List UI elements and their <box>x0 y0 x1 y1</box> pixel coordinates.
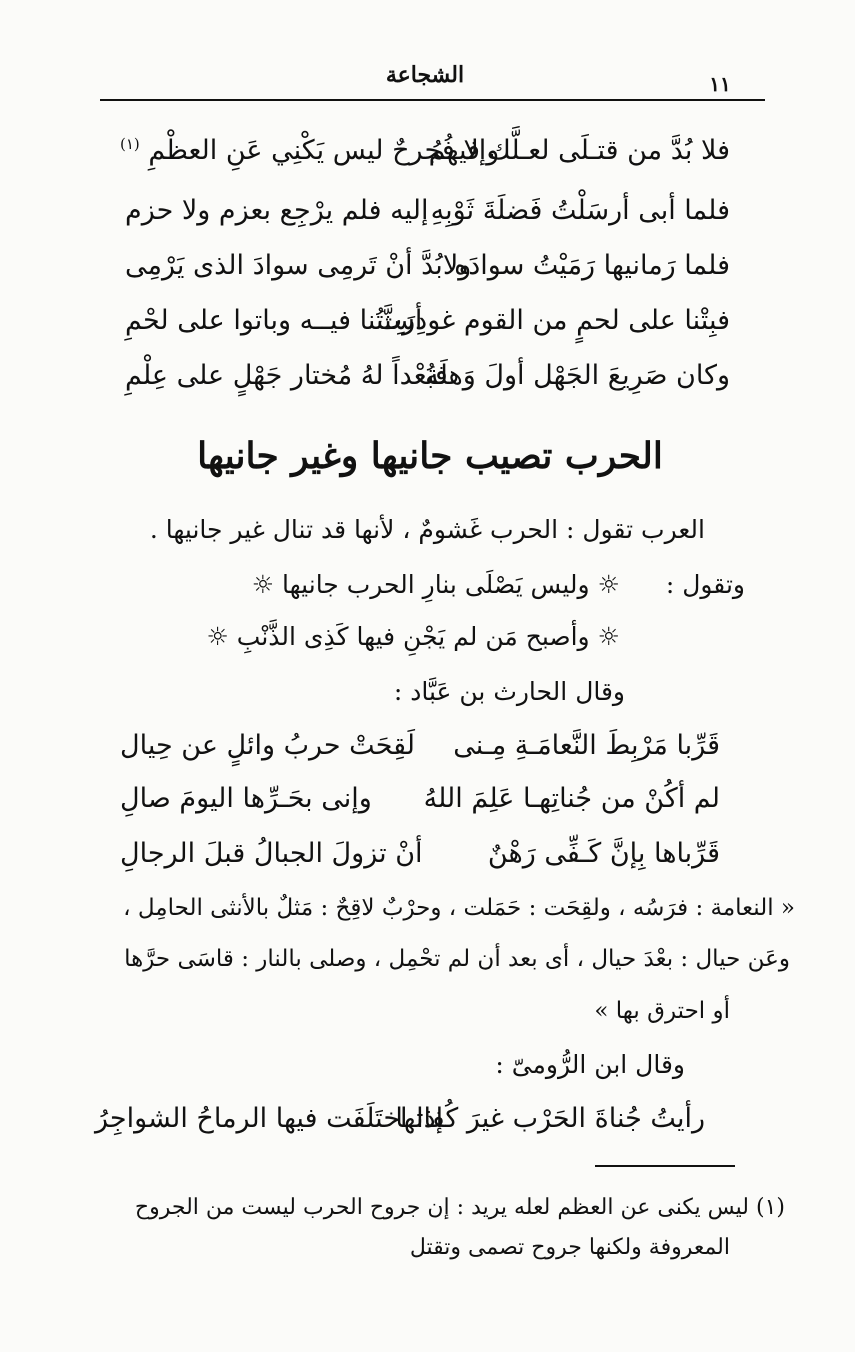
poem-verse <box>125 305 730 345</box>
verse-second-hemistich: وإنى بحَـرِّها اليومَ صالِ <box>120 783 372 814</box>
footnote-marker: (١) <box>120 135 140 153</box>
poem-verse <box>125 195 730 235</box>
verse-second-hemistich: إذا اختَلَفَت فيها الرماحُ الشواجِرُ <box>95 1103 444 1134</box>
verse-second-hemistich <box>120 135 499 166</box>
commentary-line: أو احترق بها » <box>594 998 730 1024</box>
poem-verse <box>120 135 730 175</box>
verse-second-hemistich: إليه فلم يرْجِع بعزم ولا حزم <box>125 195 429 226</box>
verse-first-hemistich: قَرِّبا مَرْبِطَ النَّعامَـةِ مِـنى <box>453 730 720 761</box>
attribution-line: وقال الحارث بن عَبَّاد : <box>393 677 625 706</box>
quoted-hemistich: ☼ وليس يَصْلَى بنارِ الحرب جانيها ☼ <box>251 570 620 599</box>
verse-first-hemistich: قَرِّباها بِإنَّ كَـفِّى رَهْنٌ <box>487 838 720 869</box>
footnote-text: (١) ليس يكنى عن العظم لعله يريد : إن جروح الحرب ليست من الجروح <box>134 1195 785 1220</box>
attribution-line: وقال ابن الرُّومىّ : <box>495 1050 685 1079</box>
poem-verse <box>120 730 720 770</box>
poem-verse <box>95 1103 705 1143</box>
poem-verse <box>125 360 730 400</box>
verse-second-hemistich: فبُعْداً لهُ مُختار جَهْلٍ على عِلْمِ <box>125 360 448 391</box>
quoted-hemistich: ☼ وأصبح مَن لم يَجْنِ فيها كَذِى الذَّنْبِ ☼ <box>206 622 620 651</box>
verse-first-hemistich: رأيتُ جُناةَ الحَرْب غيرَ كُفاتها <box>395 1103 705 1134</box>
intro-line: العرب تقول : الحرب غَشومٌ ، لأنها قد تنال غير جانيها . <box>149 515 705 544</box>
verse-first-hemistich: فبِتْنا على لحمٍ من القوم غودِرَت <box>376 305 730 336</box>
running-header-title: الشجاعة <box>385 62 465 88</box>
verse-second-hemistich: أنْ تزولَ الجبالُ قبلَ الرجالِ <box>120 838 423 869</box>
section-heading: الحرب تصيب جانيها وغير جانيها <box>197 435 663 477</box>
verse-first-hemistich: وكان صَرِيعَ الجَهْل أولَ وَهلَة <box>425 360 730 391</box>
poem-verse <box>120 838 720 878</box>
verse-second-hemistich: أسِنَّتُنا فيــه وباتوا على لحْمِ <box>125 305 423 336</box>
verse-first-hemistich: لم أكُنْ من جُناتِهـا عَلِمَ اللهُ <box>423 783 720 814</box>
poem-verse <box>125 250 730 290</box>
footnote-rule <box>595 1165 735 1167</box>
verse-first-hemistich: فلا بُدَّ من قتـلَى لعـلَّك فيهمُ <box>428 135 730 166</box>
poem-verse <box>120 783 720 823</box>
verse-first-hemistich: فلما أبى أرسَلْتُ فَضلَةَ ثَوْبِهِ <box>430 195 730 226</box>
verse-second-hemistich: لَقِحَتْ حربُ وائلٍ عن حِيال <box>120 730 416 761</box>
verse-second-hemistich-text: وإلا فُجرحٌ ليس يَكْنِي عَنِ العظْمِ <box>148 135 500 166</box>
commentary-line: « النعامة : فرَسُه ، ولقِحَت : حَمَلت ، وحرْبٌ لاقِحٌ : مَثلٌ بالأنثى الحامِل ، <box>123 895 795 921</box>
page-number: ١١ <box>709 72 731 96</box>
verse-second-hemistich: ولابُدَّ أنْ تَرمِى سوادَ الذى يَرْمِى <box>125 250 472 281</box>
verse-first-hemistich: فلما رَمانيها رَمَيْتُ سوادَه <box>454 250 730 281</box>
header-rule <box>100 99 765 101</box>
says-label: وتقول : <box>665 570 745 599</box>
commentary-line: وعَن حيال : بعْدَ حيال ، أى بعد أن لم تحْمِل ، وصلى بالنار : قاسَى حرَّها <box>124 946 790 972</box>
footnote-text: المعروفة ولكنها جروح تصمى وتقتل <box>409 1235 730 1260</box>
